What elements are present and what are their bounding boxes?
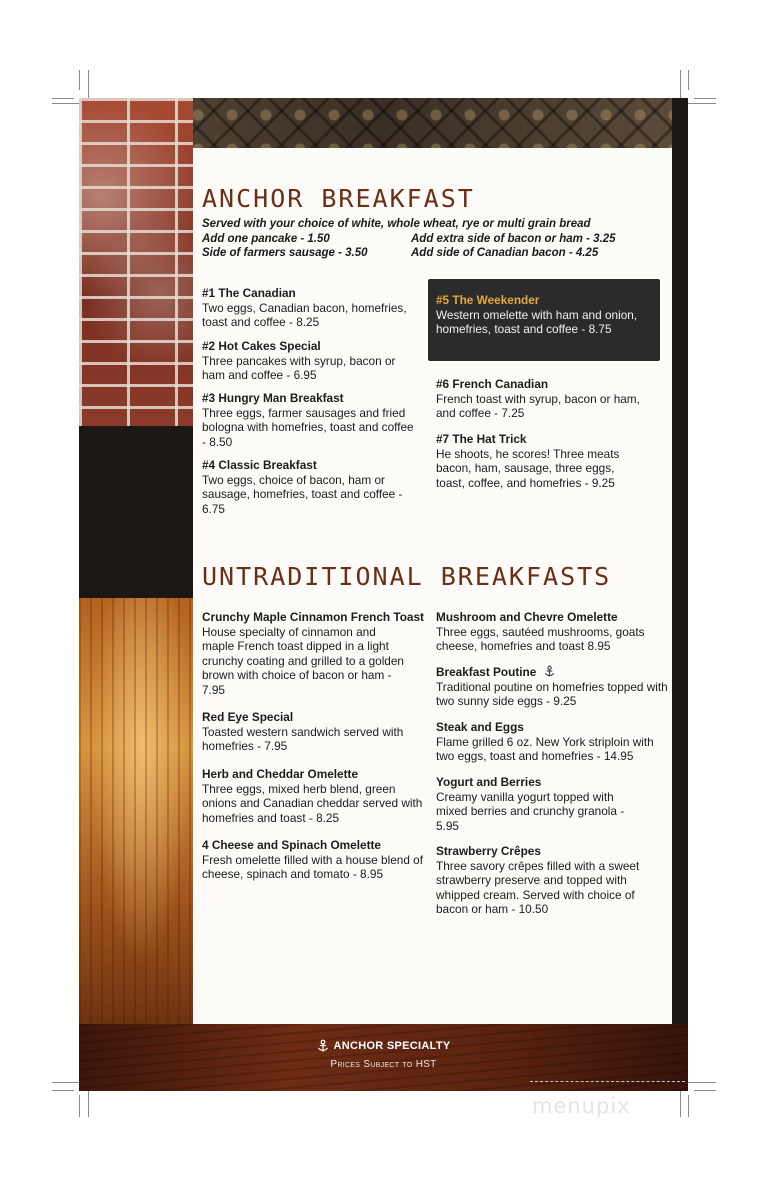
crop-mark bbox=[680, 1090, 681, 1117]
menu-item-name: Yogurt and Berries bbox=[436, 775, 542, 789]
menu-item bbox=[436, 610, 664, 654]
crop-mark bbox=[694, 1090, 716, 1091]
menu-item-description: Three savory crêpes filled with a sweet strawberry preserve and topped with whipped cream. Served with choice of bacon or ham - 10.50 bbox=[436, 858, 640, 916]
crop-mark bbox=[686, 1082, 716, 1083]
menu-item-description: Three pancakes with syrup, bacon or ham and coffee - 6.95 bbox=[202, 353, 396, 382]
menu-item bbox=[202, 286, 420, 330]
legend-label: ANCHOR SPECIALTY bbox=[333, 1040, 451, 1052]
watermark-logo: menupix bbox=[532, 1094, 631, 1118]
menu-item bbox=[202, 710, 407, 754]
crop-mark bbox=[684, 103, 716, 104]
crop-mark bbox=[79, 70, 80, 90]
crop-mark bbox=[680, 70, 681, 100]
footer-legend bbox=[79, 1039, 688, 1070]
menu-item-name: Crunchy Maple Cinnamon French Toast bbox=[202, 610, 424, 624]
anchor-icon bbox=[543, 665, 556, 678]
menu-item bbox=[436, 720, 668, 764]
crop-mark bbox=[688, 1095, 689, 1117]
legend-row bbox=[79, 1039, 688, 1053]
menu-item-name: Mushroom and Chevre Omelette bbox=[436, 610, 618, 624]
menu-item-name: Strawberry Crêpes bbox=[436, 844, 541, 858]
menu-item-description: Fresh omelette filled with a house blend of cheese, spinach and tomato - 8.95 bbox=[202, 852, 423, 881]
menu-item-description: House specialty of cinnamon and maple French toast dipped in a light crunchy coating and grilled to a golden brown with choice of bacon or ham - 7.95 bbox=[202, 624, 404, 697]
watermark-divider bbox=[530, 1081, 685, 1082]
menu-item-description: French toast with syrup, bacon or ham, and coffee - 7.25 bbox=[436, 391, 640, 420]
menu-item-description: Two eggs, Canadian bacon, homefries, toast and coffee - 8.25 bbox=[202, 300, 407, 329]
menu-item-name: #4 Classic Breakfast bbox=[202, 458, 317, 472]
menu-item bbox=[436, 432, 646, 490]
menu-item bbox=[436, 665, 668, 709]
crop-mark bbox=[88, 1090, 89, 1117]
menu-item bbox=[436, 775, 626, 833]
section-title-untraditional-breakfasts: UNTRADITIONAL BREAKFASTS bbox=[202, 562, 612, 591]
bread-options-note bbox=[202, 217, 642, 261]
menu-item-name: #1 The Canadian bbox=[202, 286, 296, 300]
wood-texture-image bbox=[79, 598, 193, 1024]
extras-row bbox=[202, 246, 642, 261]
menu-item bbox=[202, 458, 412, 516]
menu-item-description: Three eggs, sautéed mushrooms, goats cheese, homefries and toast 8.95 bbox=[436, 624, 645, 653]
menu-item-name: #2 Hot Cakes Special bbox=[202, 339, 321, 353]
crop-mark bbox=[88, 70, 89, 100]
menu-item-name: #6 French Canadian bbox=[436, 377, 549, 391]
menu-item-description: Two eggs, choice of bacon, ham or sausage, homefries, toast and coffee - 6.75 bbox=[202, 472, 403, 516]
menu-item bbox=[202, 838, 432, 882]
menu-item bbox=[202, 339, 400, 383]
menu-item-description: Three eggs, farmer sausages and fried bologna with homefries, toast and coffee - 8.50 bbox=[202, 405, 414, 449]
extra-option: Add one pancake - 1.50 bbox=[202, 232, 330, 245]
menu-item-featured bbox=[436, 293, 656, 337]
extra-option: Add extra side of bacon or ham - 3.25 bbox=[411, 232, 616, 245]
anchor-icon bbox=[316, 1039, 330, 1053]
menu-item-name: Breakfast Poutine bbox=[436, 665, 537, 679]
section-title-anchor-breakfast: ANCHOR BREAKFAST bbox=[202, 184, 475, 213]
extras-row bbox=[202, 232, 642, 247]
menu-item-description: Traditional poutine on homefries topped with two sunny side eggs - 9.25 bbox=[436, 679, 668, 708]
menu-item-name: #5 The Weekender bbox=[436, 293, 540, 307]
menu-item-name: Steak and Eggs bbox=[436, 720, 524, 734]
menu-item bbox=[436, 844, 666, 917]
tax-note: Prices Subject to HST bbox=[330, 1059, 437, 1070]
menu-item-name: #3 Hungry Man Breakfast bbox=[202, 391, 344, 405]
brick-wall-image bbox=[79, 98, 193, 426]
intro-line: Served with your choice of white, whole wheat, rye or multi grain bread bbox=[202, 218, 591, 230]
crop-mark bbox=[52, 98, 74, 99]
crop-mark bbox=[52, 1082, 82, 1083]
menu-page bbox=[79, 98, 688, 1091]
featured-item-box bbox=[428, 279, 660, 361]
menu-item bbox=[202, 767, 427, 825]
menu-item-name: #7 The Hat Trick bbox=[436, 432, 527, 446]
menu-item-name: Red Eye Special bbox=[202, 710, 294, 724]
menu-item-name-row bbox=[436, 665, 668, 680]
menu-item-description: Western omelette with ham and onion, homefries, toast and coffee - 8.75 bbox=[436, 307, 638, 336]
menu-item-name: 4 Cheese and Spinach Omelette bbox=[202, 838, 381, 852]
menu-item bbox=[436, 377, 641, 421]
menu-item-name: Herb and Cheddar Omelette bbox=[202, 767, 359, 781]
menu-item-description: Three eggs, mixed herb blend, green onions and Canadian cheddar served with homefries and toast - 8.25 bbox=[202, 781, 423, 825]
menu-item-description: He shoots, he scores! Three meats bacon, ham, sausage, three eggs, toast, coffee, and homefries - 9.25 bbox=[436, 446, 620, 490]
menu-item bbox=[202, 391, 420, 449]
extra-option: Add side of Canadian bacon - 4.25 bbox=[411, 247, 599, 259]
menu-item-description: Toasted western sandwich served with homefries - 7.95 bbox=[202, 724, 404, 753]
menu-item-description: Flame grilled 6 oz. New York striploin with two eggs, toast and homefries - 14.95 bbox=[436, 734, 654, 763]
dark-right-strip bbox=[672, 98, 688, 1024]
dark-side-block bbox=[79, 426, 193, 598]
crop-mark bbox=[688, 70, 689, 90]
menu-item-description: Creamy vanilla yogurt topped with mixed berries and crunchy granola - 5.95 bbox=[436, 789, 625, 833]
menu-item bbox=[202, 610, 432, 697]
crop-mark bbox=[79, 1095, 80, 1117]
crop-mark bbox=[52, 1090, 74, 1091]
extra-option: Side of farmers sausage - 3.50 bbox=[202, 247, 368, 259]
crop-mark bbox=[694, 98, 716, 99]
